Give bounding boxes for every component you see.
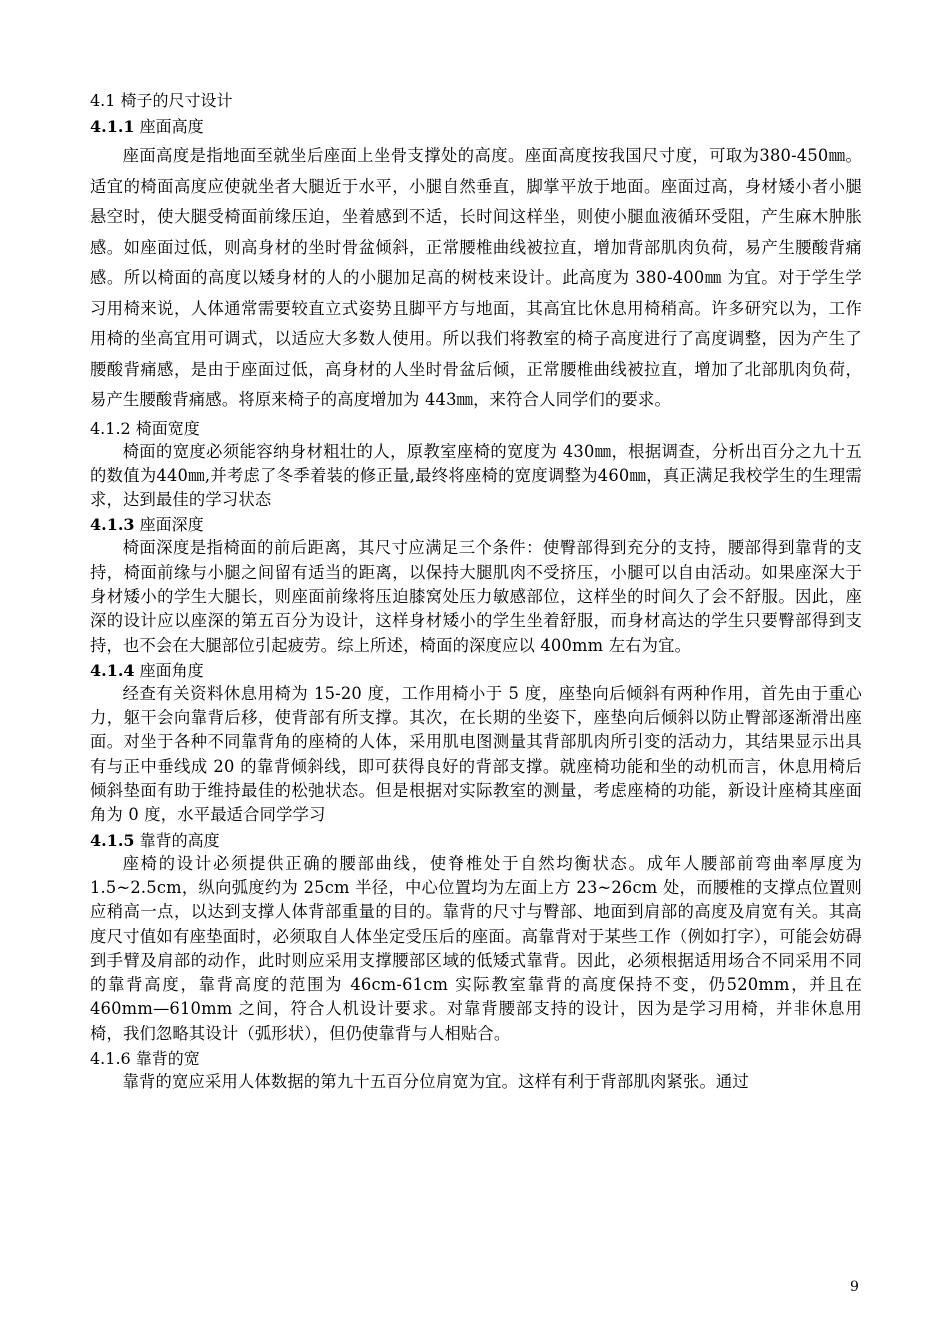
section-title: 椅面宽度 xyxy=(130,418,200,438)
paragraph-seat-height: 座面高度是指地面至就坐后座面上坐骨支撑处的高度。座面高度按我国尺寸度，可取为380-450㎜。适宜的椅面高度应使就坐者大腿近于水平，小腿自然垂直，脚掌平放于地面。座面过高，身材矮小者小腿悬空时，使大腿受椅面前缘压迫，坐着感到不适，长时间这样坐，则使小腿血液循环受阻，产生麻木肿胀感。如座面过低，则高身材的坐时骨盆倾斜，正常腰椎曲线被拉直，增加背部肌肉负荷，易产生腰酸背痛感。所以椅面的高度以矮身材的人的小腿加足高的树枝来设计。此高度为 380-400㎜ 为宜。对于学生学习用椅来说，人体通常需要较直立式姿势且脚平方与地面，其高宜比休息用椅稍高。许多研究以为，工作用椅的坐高宜用可调式，以适应大多数人使用。所以我们将教室的椅子高度进行了高度调整，因为产生了腰酸背痛感，是由于座面过低，高身材的人坐时骨盆后倾，正常腰椎曲线被拉直，增加了北部肌肉负荷，易产生腰酸背痛感。将原来椅子的高度增加为 443㎜，来符合人同学们的要求。 xyxy=(90,146,862,409)
paragraph-seat-angle: 经查有关资料休息用椅为 15-20 度，工作用椅小于 5 度，座垫向后倾斜有两种作用，首先由于重心力，躯干会向靠背后移，使背部有所支撑。其次，在长期的坐姿下，座垫向后倾斜以防止臀部逐渐滑出座面。对坐于各种不同靠背角的座椅的人体，采用肌电图测量其背部肌肉所引变的活动力，其结果显示出具有与正中垂线成 20 的靠背倾斜线，即可获得良好的背部支撑。就座椅功能和坐的动机而言，休息用椅后倾斜垫面有助于维持最佳的松弛状态。但是根据对实际教室的测量，考虑座椅的功能，新设计座椅其座面角为 0 度，水平最适合同学学习 xyxy=(90,683,862,825)
section-heading-4-1-6 xyxy=(90,1048,862,1070)
section-title: 座面深度 xyxy=(134,515,204,535)
section-number: 4.1.4 xyxy=(90,660,135,680)
section-number: 4.1.6 xyxy=(90,1049,131,1069)
section-title: 靠背的高度 xyxy=(134,830,220,850)
section-title: 座面角度 xyxy=(134,660,204,680)
section-heading-4-1-2 xyxy=(90,418,862,440)
section-heading-4-1-5 xyxy=(90,830,862,852)
paragraph-seat-depth: 椅面深度是指椅面的前后距离，其尺寸应满足三个条件：使臀部得到充分的支持，腰部得到靠背的支持，椅面前缘与小腿之间留有适当的距离，以保持大腿肌肉不受挤压，小腿可以自由活动。如果座深大于身材矮小的学生大腿长，则座面前缘将压迫膝窝处压力敏感部位，这样坐的时间久了会不舒服。因此，座深的设计应以座深的第五百分为设计，这样身材矮小的学生坐着舒服，而身材高达的学生只要臀部得到支持，也不会在大腿部位引起疲劳。综上所述，椅面的深度应以 400mm 左右为宜。 xyxy=(90,538,862,655)
section-number: 4.1.2 xyxy=(90,418,131,438)
section-heading-4-1-1 xyxy=(90,116,862,138)
document-page xyxy=(90,90,862,1096)
heading-4-1: 4.1 椅子的尺寸设计 xyxy=(90,91,233,110)
section-number: 4.1.5 xyxy=(90,830,135,850)
paragraph-backrest-width: 靠背的宽应采用人体数据的第九十五百分位肩宽为宜。这样有利于背部肌肉紧张。通过 xyxy=(122,1072,749,1092)
section-heading-4-1-3 xyxy=(90,514,862,536)
section-title: 座面高度 xyxy=(134,117,204,136)
paragraph-seat-width: 椅面的宽度必须能容纳身材粗壮的人，原教室座椅的宽度为 430㎜，根据调查，分析出百分之九十五的数值为440㎜,并考虑了冬季着装的修正量,最终将座椅的宽度调整为460㎜，真正满足我校学生的生理需求，达到最佳的学习状态 xyxy=(90,441,862,510)
paragraph-backrest-height: 座椅的设计必须提供正确的腰部曲线，使脊椎处于自然均衡状态。成年人腰部前弯曲率厚度为 1.5~2.5cm，纵向弧度约为 25cm 半径，中心位置均为左面上方 23~26cm 处，而腰椎的支撑点位置则应稍高一点，以达到支撑人体背部重量的目的。靠背的尺寸与臀部、地面到肩部的高度及肩宽有关。其高度尺寸值如有座垫面时，必须取自人体坐定受压后的座面。高靠背对于某些工作（例如打字），可能会妨碍到手臂及肩部的动作，此时则应采用支撑腰部区域的低矮式靠背。因此，必须根据适用场合不同采用不同的靠背高度，靠背高度的范围为 46cm-61cm 实际教室靠背的高度保持不变，仍520mm，并且在 460mm—610mm 之间，符合人机设计要求。对靠背腰部支持的设计，因为是学习用椅，并非休息用椅，我们忽略其设计（弧形状），但仍使靠背与人相贴合。 xyxy=(90,853,862,1043)
section-number: 4.1.3 xyxy=(90,515,135,535)
section-title: 靠背的宽 xyxy=(130,1049,200,1069)
page-number: 9 xyxy=(850,1279,859,1295)
section-heading-4-1-4 xyxy=(90,660,862,682)
section-number: 4.1.1 xyxy=(90,117,135,136)
